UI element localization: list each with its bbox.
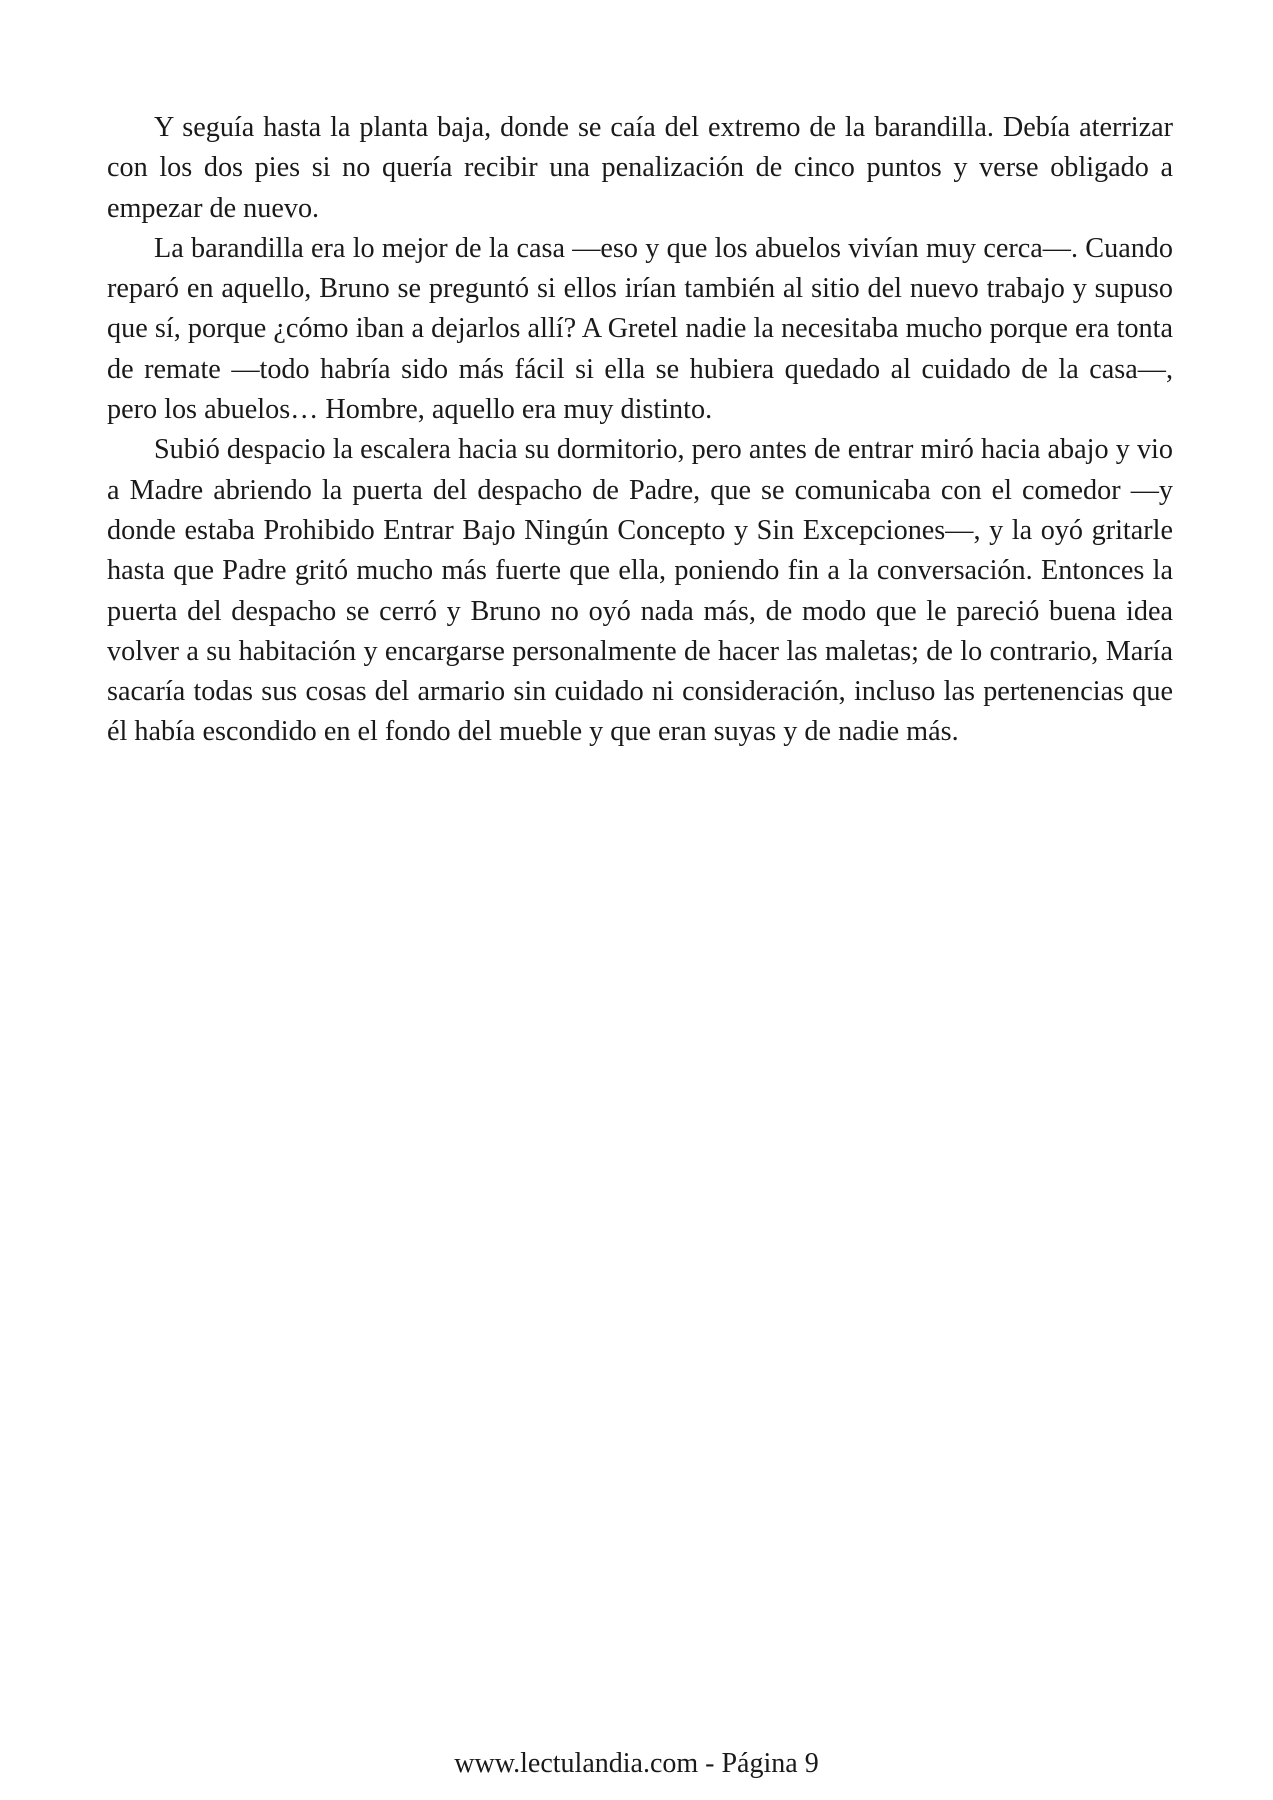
paragraph-2: La barandilla era lo mejor de la casa —eso y que los abuelos vivían muy cerca—. Cuando reparó en aquello, Bruno se preguntó si ellos irían también al sitio del nuevo trabajo y supuso que sí, porque ¿cómo iban a dejarlos allí? A Gretel nadie la necesitaba mucho porque era tonta de remate —todo habría sido más fácil si ella se hubiera quedado al cuidado de la casa—, pero los abuelos… Hombre, aquello era muy distinto. (107, 232, 1173, 426)
paragraph-1: Y seguía hasta la planta baja, donde se caía del extremo de la barandilla. Debía aterrizar con los dos pies si no quería recibir una penalización de cinco puntos y verse obligado a empezar de nuevo. (107, 112, 1173, 224)
paragraph-3: Subió despacio la escalera hacia su dormitorio, pero antes de entrar miró hacia abajo y vio a Madre abriendo la puerta del despacho de Padre, que se comunicaba con el comedor —y donde estaba Prohibido Entrar Bajo Ningún Concepto y Sin Excepciones—, y la oyó gritarle hasta que Padre gritó mucho más fuerte que ella, poniendo fin a la conversación. Entonces la puerta del despacho se cerró y Bruno no oyó nada más, de modo que le pareció buena idea volver a su habitación y encargarse personalmente de hacer las maletas; de lo contrario, María sacaría todas sus cosas del armario sin cuidado ni consideración, incluso las pertenencias que él había escondido en el fondo del mueble y que eran suyas y de nadie más. (107, 434, 1173, 748)
body-text (107, 108, 1173, 753)
page-footer: www.lectulandia.com - Página 9 (454, 1748, 819, 1779)
